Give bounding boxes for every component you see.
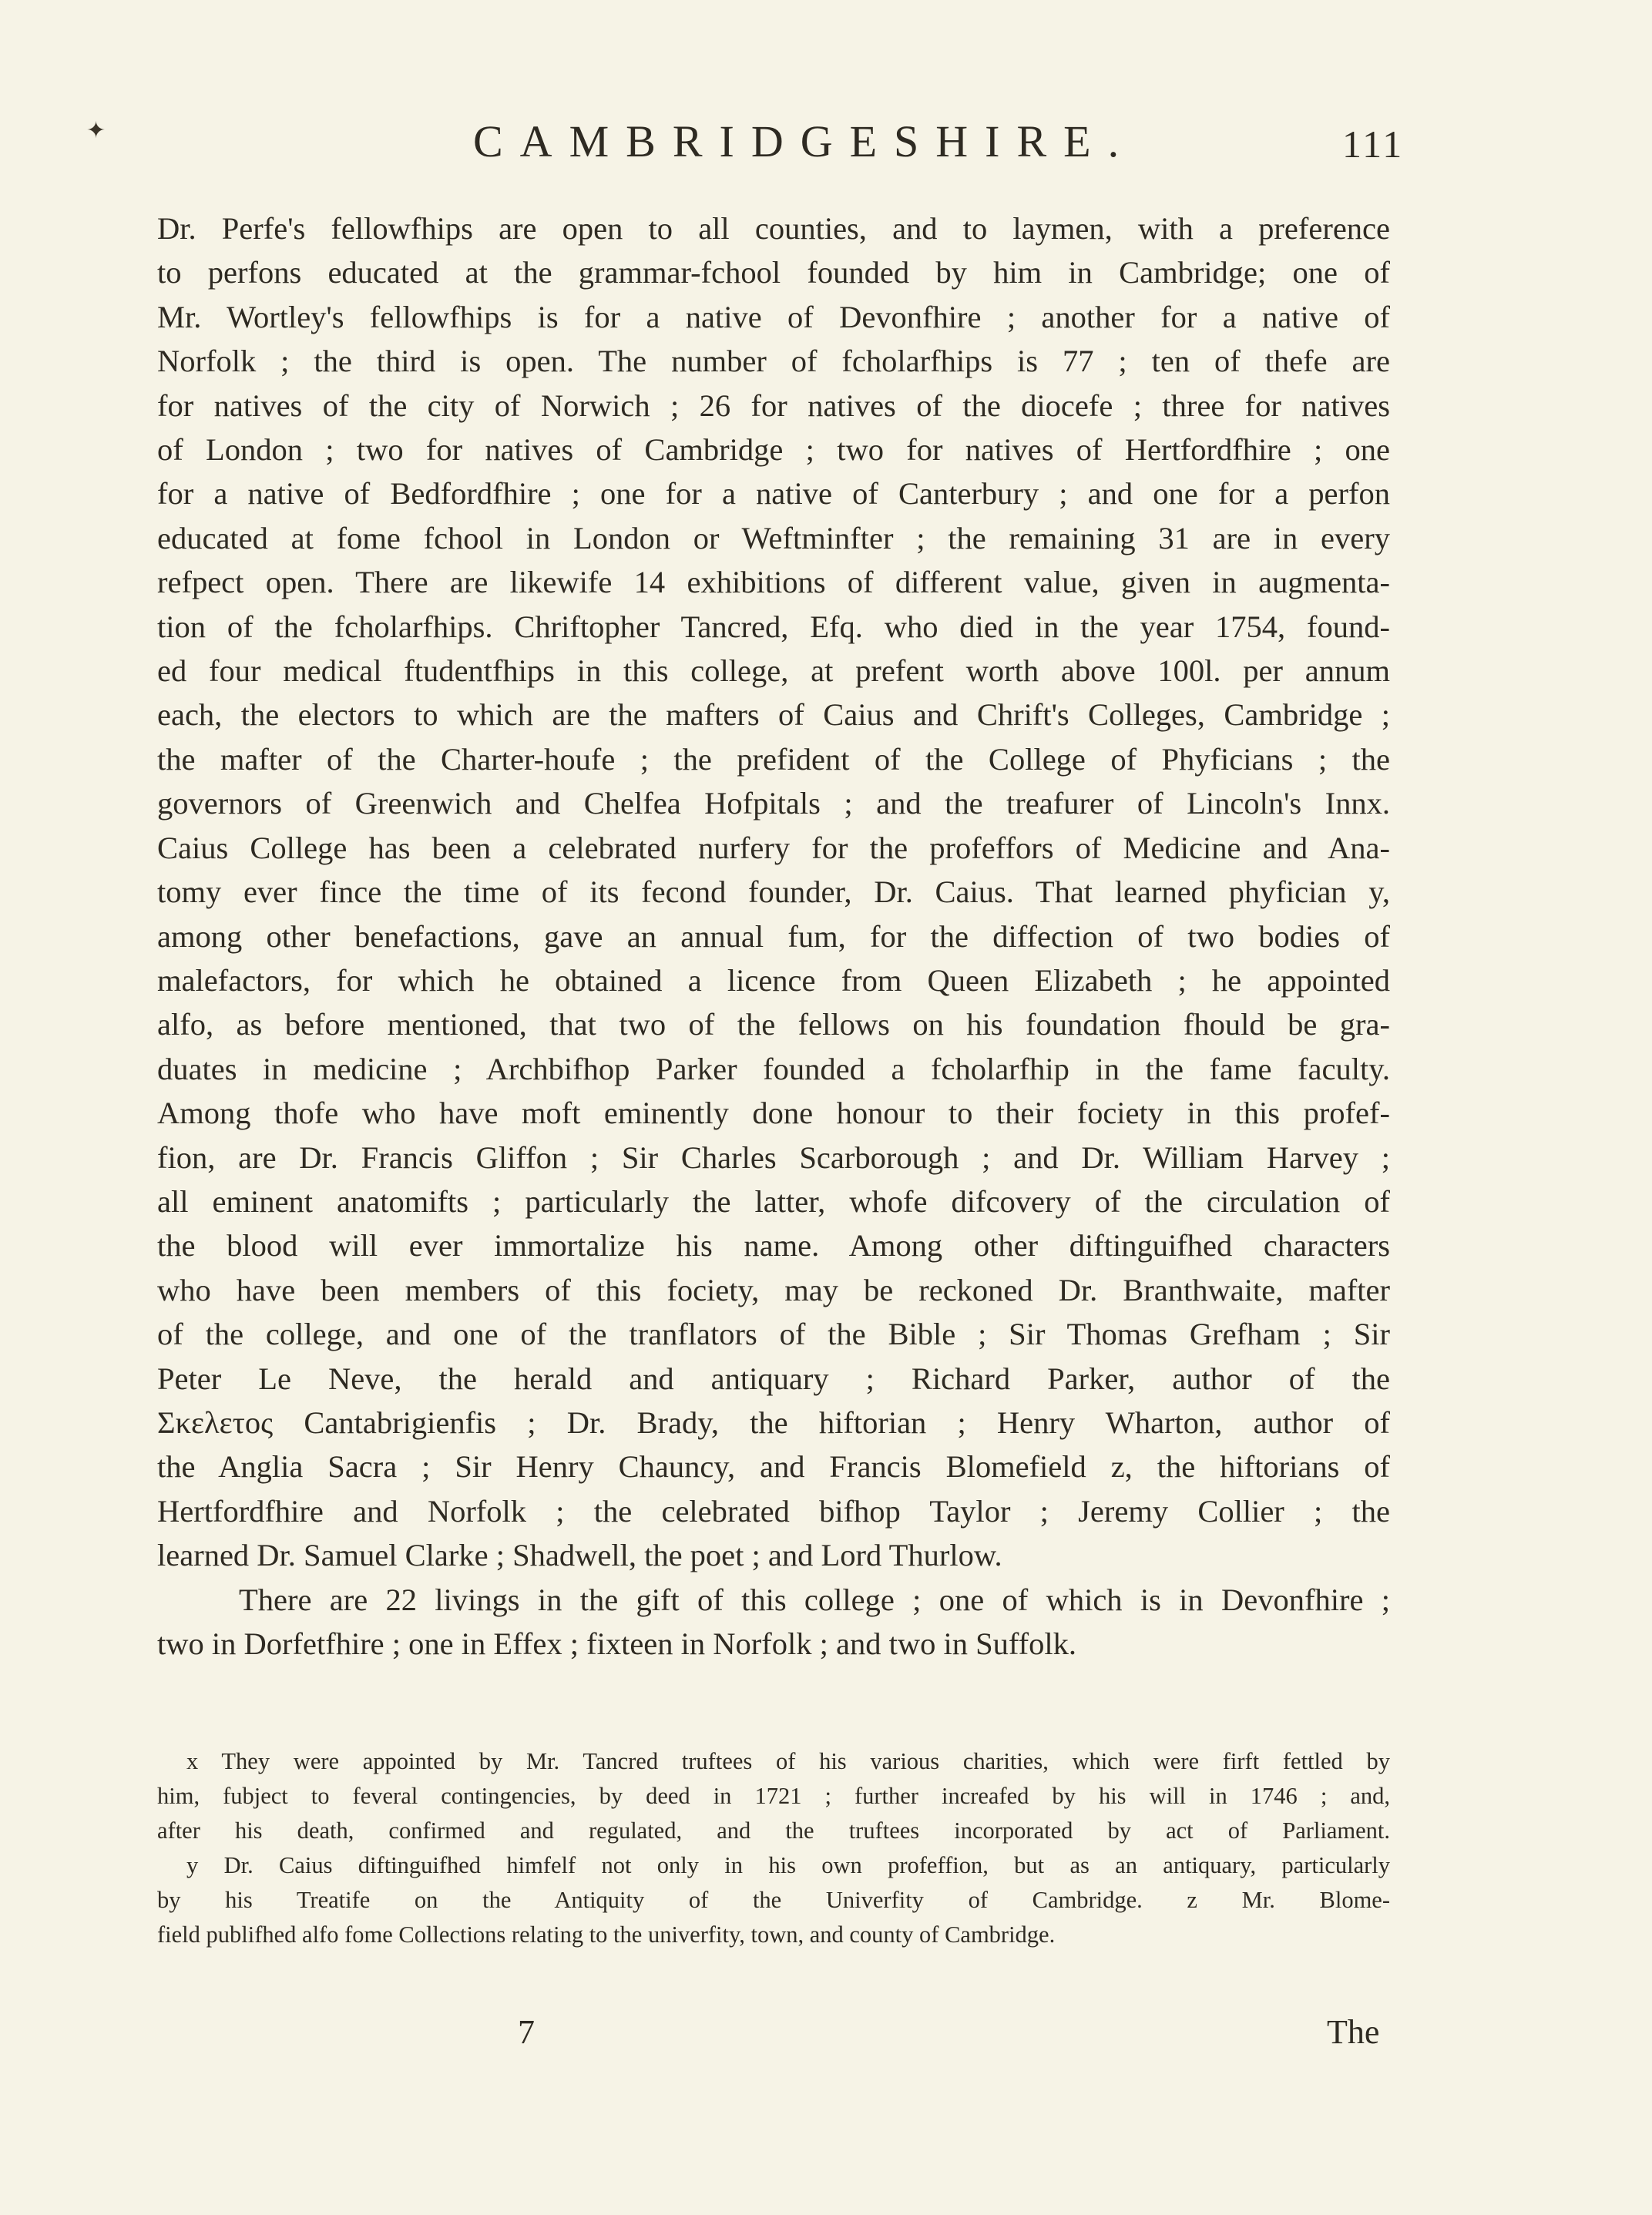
text-line: who have been members of this fociety, may be reckoned Dr. Branthwaite, mafter <box>157 1272 1390 1307</box>
text-line: Dr. Perfe's fellowfhips are open to all counties, and to laymen, with a preference <box>157 211 1390 246</box>
text-line: malefactors, for which he obtained a licence from Queen Elizabeth ; he appointed <box>157 962 1390 998</box>
footnotes <box>157 1744 1390 1952</box>
text-line: for natives of the city of Norwich ; 26 for natives of the diocefe ; three for natives <box>157 388 1390 423</box>
footnote-line: x They were appointed by Mr. Tancred truftees of his various charities, which were firft fettled by <box>186 1748 1390 1774</box>
text-line: the blood will ever immortalize his name. Among other diftinguifhed characters <box>157 1228 1390 1264</box>
text-line: educated at fome fchool in London or Weftminfter ; the remaining 31 are in every <box>157 520 1390 555</box>
text-line: Σκελετος Cantabrigienfis ; Dr. Brady, the hiftorian ; Henry Wharton, author of <box>157 1405 1390 1440</box>
text-line: Caius College has been a celebrated nurfery for the profeffors of Medicine and Ana- <box>157 830 1390 865</box>
running-head: CAMBRIDGESHIRE. <box>473 116 1137 166</box>
text-line: tion of the fcholarfhips. Chriftopher Tancred, Efq. who died in the year 1754, found- <box>157 609 1390 644</box>
text-line: Peter Le Neve, the herald and antiquary ; Richard Parker, author of the <box>157 1361 1390 1396</box>
text-line: duates in medicine ; Archbifhop Parker founded a fcholarfhip in the fame faculty. <box>157 1051 1390 1086</box>
text-line: Mr. Wortley's fellowfhips is for a native of Devonfhire ; another for a native of <box>157 299 1390 334</box>
text-line: the Anglia Sacra ; Sir Henry Chauncy, and Francis Blomefield z, the hiftorians of <box>157 1449 1390 1485</box>
page-footer <box>0 2012 1652 2066</box>
body-text <box>157 206 1390 1666</box>
text-line: to perfons educated at the grammar-fchool founded by him in Cambridge; one of <box>157 255 1390 290</box>
text-line: refpect open. There are likewife 14 exhibitions of different value, given in augmenta- <box>157 565 1390 600</box>
text-line: alfo, as before mentioned, that two of the fellows on his foundation fhould be gra- <box>157 1007 1390 1042</box>
footnote-line: after his death, confirmed and regulated, and the truftees incorporated by act of Parliament. <box>157 1817 1390 1844</box>
text-line: of the college, and one of the tranflators of the Bible ; Sir Thomas Grefham ; Sir <box>157 1317 1390 1352</box>
text-line: fion, are Dr. Francis Gliffon ; Sir Charles Scarborough ; and Dr. William Harvey ; <box>157 1139 1390 1175</box>
text-line: two in Dorfetfhire ; one in Effex ; fixteen in Norfolk ; and two in Suffolk. <box>157 1626 1077 1661</box>
text-line: for a native of Bedfordfhire ; one for a native of Canterbury ; and one for a perfon <box>157 476 1390 512</box>
page-number: 111 <box>1342 122 1405 166</box>
text-line: all eminent anatomifts ; particularly the latter, whofe difcovery of the circulation of <box>157 1183 1390 1219</box>
footnote-line: by his Treatife on the Antiquity of the Univerfity of Cambridge. z Mr. Blome- <box>157 1887 1390 1913</box>
text-line: tomy ever fince the time of its fecond founder, Dr. Caius. That learned phyfician y, <box>157 874 1390 910</box>
catchword: The <box>1327 2013 1380 2051</box>
text-line: ed four medical ftudentfhips in this college, at prefent worth above 100l. per annum <box>157 653 1390 689</box>
page-header <box>0 116 1652 177</box>
text-line: Hertfordfhire and Norfolk ; the celebrated bifhop Taylor ; Jeremy Collier ; the <box>157 1493 1390 1529</box>
text-line: There are 22 livings in the gift of this college ; one of which is in Devonfhire ; <box>239 1582 1390 1617</box>
footnote-line: him, fubject to feveral contingencies, by deed in 1721 ; further increafed by his will in 1746 ; and, <box>157 1783 1390 1809</box>
text-line: the mafter of the Charter-houfe ; the prefident of the College of Phyficians ; the <box>157 741 1390 777</box>
footnote-line: field publifhed alfo fome Collections relating to the univerfity, town, and county of Cambridge. <box>157 1921 1056 1948</box>
text-line: governors of Greenwich and Chelfea Hofpitals ; and the treafurer of Lincoln's Innx. <box>157 786 1390 821</box>
text-line: among other benefactions, gave an annual fum, for the diffection of two bodies of <box>157 918 1390 954</box>
text-line: each, the electors to which are the mafters of Caius and Chrift's Colleges, Cambridge ; <box>157 697 1390 733</box>
ink-mark: ✦ <box>86 118 106 143</box>
signature-mark: 7 <box>518 2013 535 2051</box>
footnote-line: y Dr. Caius diftinguifhed himfelf not only in his own profeffion, but as an antiquary, particularly <box>186 1852 1390 1878</box>
text-line: Among thofe who have moft eminently done honour to their fociety in this profef- <box>157 1096 1390 1131</box>
text-line: of London ; two for natives of Cambridge ; two for natives of Hertfordfhire ; one <box>157 432 1390 468</box>
text-line: Norfolk ; the third is open. The number of fcholarfhips is 77 ; ten of thefe are <box>157 344 1390 379</box>
text-line: learned Dr. Samuel Clarke ; Shadwell, the poet ; and Lord Thurlow. <box>157 1538 1002 1573</box>
